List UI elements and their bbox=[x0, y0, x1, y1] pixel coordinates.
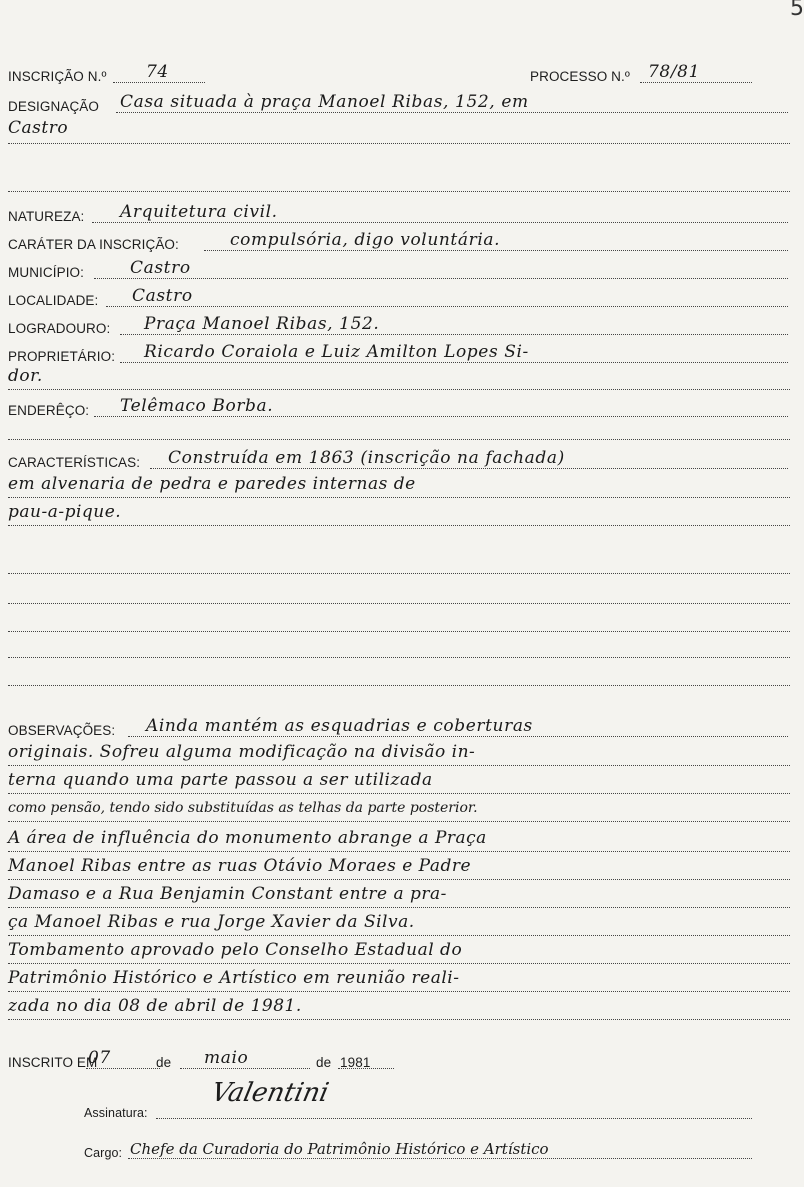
observacoes-line-4 bbox=[8, 820, 790, 822]
endereco-label: ENDERÊÇO: bbox=[8, 403, 90, 418]
cargo-line bbox=[128, 1158, 752, 1159]
cargo-value: Chefe da Curadoria do Patrimônio Histórico e Artístico bbox=[130, 1140, 549, 1158]
inscricao-label: INSCRIÇÃO N.º bbox=[8, 69, 107, 84]
proprietario-row bbox=[8, 342, 788, 366]
endereco-value: Telêmaco Borba. bbox=[120, 396, 274, 416]
natureza-label: NATUREZA: bbox=[8, 209, 85, 224]
observacoes-text-8: ça Manoel Ribas e rua Jorge Xavier da Silva. bbox=[8, 912, 415, 932]
blank-line bbox=[8, 572, 790, 574]
caracteristicas-text-1: Construída em 1863 (inscrição na fachada) bbox=[168, 448, 565, 468]
municipio-line bbox=[94, 278, 788, 279]
processo-label: PROCESSO N.º bbox=[530, 69, 630, 84]
assinatura-line bbox=[156, 1118, 752, 1119]
proprietario-label: PROPRIETÁRIO: bbox=[8, 349, 116, 364]
caracteristicas-text-3: pau-a-pique. bbox=[8, 502, 122, 522]
proprietario-line-2 bbox=[8, 388, 790, 390]
endereco-row bbox=[8, 396, 788, 420]
caracteristicas-line bbox=[150, 468, 788, 469]
observacoes-line-3 bbox=[8, 792, 790, 794]
carater-label: CARÁTER DA INSCRIÇÃO: bbox=[8, 237, 179, 252]
observacoes-text-9: Tombamento aprovado pelo Conselho Estadual do bbox=[8, 940, 463, 960]
signature: Valentini bbox=[208, 1078, 332, 1108]
observacoes-text-11: zada no dia 08 de abril de 1981. bbox=[8, 996, 302, 1016]
inscrito-day: 07 bbox=[88, 1048, 111, 1068]
inscrito-month-line bbox=[180, 1068, 310, 1069]
inscricao-value: 74 bbox=[146, 62, 169, 82]
page-number: 5 bbox=[790, 0, 804, 21]
observacoes-line-6 bbox=[8, 878, 790, 880]
caracteristicas-line-3 bbox=[8, 524, 790, 526]
inscrito-day-line bbox=[86, 1068, 160, 1069]
carater-row bbox=[8, 230, 788, 254]
carater-line bbox=[204, 250, 788, 251]
blank-line bbox=[8, 684, 790, 686]
inscricao-line bbox=[113, 82, 205, 83]
designacao-text-2: Castro bbox=[8, 118, 69, 138]
observacoes-line-2 bbox=[8, 764, 790, 766]
designacao-label: DESIGNAÇÃO bbox=[8, 99, 100, 114]
assinatura-row bbox=[84, 1098, 784, 1122]
observacoes-line bbox=[128, 736, 788, 737]
caracteristicas-line-2 bbox=[8, 496, 790, 498]
endereco-line bbox=[94, 416, 788, 417]
logradouro-label: LOGRADOURO: bbox=[8, 321, 111, 336]
localidade-line bbox=[106, 306, 788, 307]
proprietario-text-1: Ricardo Coraiola e Luiz Amilton Lopes Si- bbox=[144, 342, 529, 362]
blank-line bbox=[8, 630, 790, 632]
observacoes-text-7: Damaso e a Rua Benjamin Constant entre a pra- bbox=[8, 884, 447, 904]
cargo-row bbox=[84, 1138, 784, 1162]
assinatura-label: Assinatura: bbox=[84, 1106, 148, 1120]
localidade-label: LOCALIDADE: bbox=[8, 293, 99, 308]
localidade-value: Castro bbox=[132, 286, 193, 306]
observacoes-text-10: Patrimônio Histórico e Artístico em reunião reali- bbox=[8, 968, 460, 988]
municipio-value: Castro bbox=[130, 258, 191, 278]
observacoes-text-5: A área de influência do monumento abrange a Praça bbox=[8, 828, 487, 848]
designacao-line-2 bbox=[8, 142, 790, 144]
logradouro-value: Praça Manoel Ribas, 152. bbox=[144, 314, 380, 334]
processo-value: 78/81 bbox=[648, 62, 700, 82]
observacoes-line-9 bbox=[8, 962, 790, 964]
natureza-line bbox=[92, 222, 788, 223]
observacoes-label: OBSERVAÇÕES: bbox=[8, 723, 116, 738]
observacoes-line-11 bbox=[8, 1018, 790, 1020]
caracteristicas-label: CARACTERÍSTICAS: bbox=[8, 455, 141, 470]
blank-line bbox=[8, 656, 790, 658]
blank-line bbox=[8, 438, 790, 440]
logradouro-line bbox=[120, 334, 788, 335]
observacoes-text-1: Ainda mantém as esquadrias e coberturas bbox=[146, 716, 533, 736]
observacoes-row bbox=[8, 716, 788, 740]
municipio-row bbox=[8, 258, 788, 282]
inscrito-year: 1981 bbox=[340, 1055, 371, 1070]
designacao-row bbox=[8, 92, 788, 116]
observacoes-line-10 bbox=[8, 990, 790, 992]
inscrito-de-2: de bbox=[316, 1055, 332, 1070]
carater-value: compulsória, digo voluntária. bbox=[230, 230, 501, 250]
blank-line bbox=[8, 602, 790, 604]
observacoes-text-6: Manoel Ribas entre as ruas Otávio Moraes e Padre bbox=[8, 856, 472, 876]
localidade-row bbox=[8, 286, 788, 310]
inscrito-de-1: de bbox=[156, 1055, 172, 1070]
natureza-row bbox=[8, 202, 788, 226]
observacoes-line-5 bbox=[8, 850, 790, 852]
inscrito-label: INSCRITO EM bbox=[8, 1055, 98, 1070]
blank-line bbox=[8, 190, 790, 192]
logradouro-row bbox=[8, 314, 788, 338]
municipio-label: MUNICÍPIO: bbox=[8, 265, 85, 280]
observacoes-text-4: como pensão, tendo sido substituídas as telhas da parte posterior. bbox=[8, 800, 478, 816]
caracteristicas-text-2: em alvenaria de pedra e paredes internas de bbox=[8, 474, 416, 494]
proprietario-text-2: dor. bbox=[8, 366, 43, 386]
processo-line bbox=[640, 82, 752, 83]
cargo-label: Cargo: bbox=[84, 1146, 123, 1160]
observacoes-line-8 bbox=[8, 934, 790, 936]
observacoes-text-3: terna quando uma parte passou a ser utilizada bbox=[8, 770, 433, 790]
designacao-text-1: Casa situada à praça Manoel Ribas, 152, em bbox=[120, 92, 529, 112]
designacao-line bbox=[116, 112, 788, 113]
natureza-value: Arquitetura civil. bbox=[120, 202, 278, 222]
inscrito-month: maio bbox=[204, 1048, 249, 1068]
observacoes-line-7 bbox=[8, 906, 790, 908]
proprietario-line bbox=[120, 362, 788, 363]
inscricao-row bbox=[8, 62, 788, 86]
observacoes-text-2: originais. Sofreu alguma modificação na divisão in- bbox=[8, 742, 476, 762]
inscrito-row bbox=[8, 1048, 408, 1072]
caracteristicas-row bbox=[8, 448, 788, 472]
